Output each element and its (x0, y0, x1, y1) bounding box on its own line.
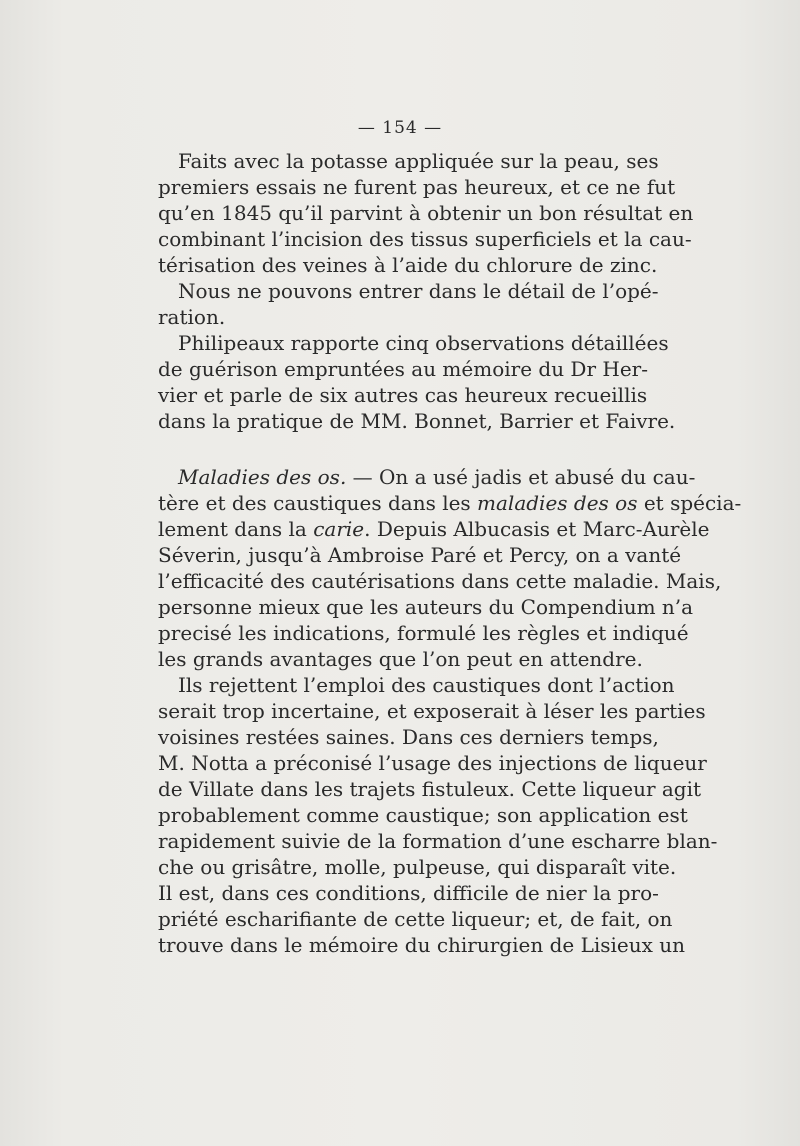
text-line: Faits avec la potasse appliquée sur la peau, ses (178, 149, 659, 173)
text-line: precisé les indications, formulé les règles et indiqué (158, 621, 689, 645)
text-segment: lement dans la (158, 517, 314, 541)
text-line: de Villate dans les trajets fistuleux. Cette liqueur agit (158, 777, 702, 801)
text-line: dans la pratique de MM. Bonnet, Barrier et Faivre. (158, 409, 676, 433)
text-line: qu’en 1845 qu’il parvint à obtenir un bon résultat en (158, 201, 694, 225)
text-segment: — On a usé jadis et abusé du cau- (346, 465, 696, 489)
text-line: trouve dans le mémoire du chirurgien de Lisieux un (158, 933, 686, 957)
text-line (158, 490, 742, 516)
text-segment: et spécia- (637, 491, 742, 515)
text-segment: tère et des caustiques dans les (158, 491, 478, 515)
text-line: voisines restées saines. Dans ces derniers temps, (158, 725, 659, 749)
body-text (158, 148, 742, 958)
text-line: che ou grisâtre, molle, pulpeuse, qui disparaît vite. (158, 855, 677, 879)
text-line: personne mieux que les auteurs du Compendium n’a (158, 595, 694, 619)
italic-term: maladies des os (477, 491, 638, 515)
text-line: premiers essais ne furent pas heureux, et ce ne fut (158, 175, 676, 199)
paragraph-maladies-des-os (158, 464, 742, 672)
paragraph (158, 672, 718, 958)
section-spacer (158, 434, 644, 464)
text-line: de guérison empruntées au mémoire du Dr Her- (158, 357, 648, 381)
text-line: priété escharifiante de cette liqueur; et, de fait, on (158, 907, 673, 931)
text-line: térisation des veines à l’aide du chlorure de zinc. (158, 253, 658, 277)
text-line: M. Notta a préconisé l’usage des injections de liqueur (158, 751, 707, 775)
text-line: Séverin, jusqu’à Ambroise Paré et Percy, on a vanté (158, 543, 682, 567)
text-line: Il est, dans ces conditions, difficile de nier la pro- (158, 881, 659, 905)
text-line: rapidement suivie de la formation d’une escharre blan- (158, 829, 718, 853)
paragraph (158, 330, 676, 434)
text-line: Ils rejettent l’emploi des caustiques dont l’action (178, 673, 675, 697)
text-line: vier et parle de six autres cas heureux recueillis (158, 383, 648, 407)
text-line: probablement comme caustique; son application est (158, 803, 688, 827)
paragraph (158, 278, 659, 330)
text-line: les grands avantages que l’on peut en attendre. (158, 647, 643, 671)
paragraph (158, 148, 694, 278)
text-line (158, 464, 696, 490)
section-heading: Maladies des os. (178, 465, 347, 489)
text-segment: . Depuis Albucasis et Marc-Aurèle (364, 517, 710, 541)
text-line: combinant l’incision des tissus superficiels et la cau- (158, 227, 692, 251)
text-line: l’efficacité des cautérisations dans cette maladie. Mais, (158, 569, 722, 593)
page-number: — 154 — (357, 118, 443, 138)
text-line (158, 516, 710, 542)
text-line: Philipeaux rapporte cinq observations détaillées (178, 331, 669, 355)
text-line: Nous ne pouvons entrer dans le détail de l’opé- (178, 279, 659, 303)
text-line: serait trop incertaine, et exposerait à léser les parties (158, 699, 706, 723)
italic-term: carie (313, 517, 365, 541)
text-line: ration. (158, 305, 226, 329)
